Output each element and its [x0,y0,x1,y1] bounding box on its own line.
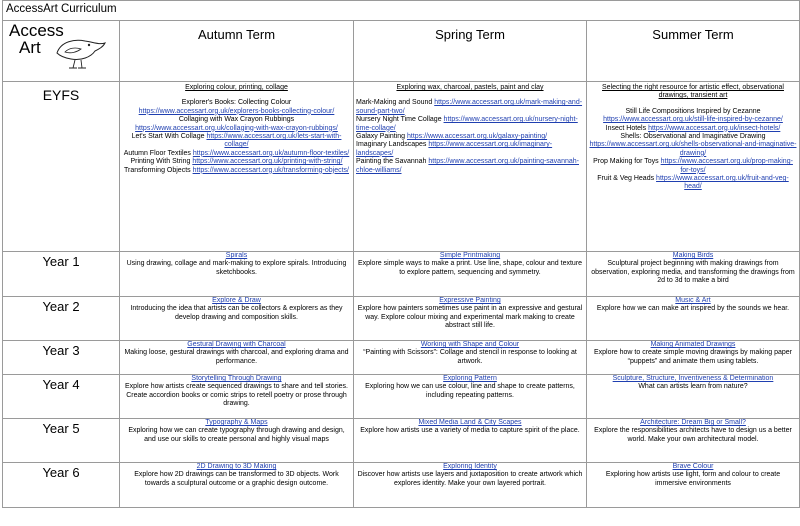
year-row [3,341,800,375]
eyfs-activity-item [122,150,351,158]
unit-description: Making loose, gestural drawings with charcoal, and exploring drama and performance. [124,349,349,365]
activity-link[interactable]: https://www.accessart.org.uk/collaging-with-wax-crayon-rubbings/ [135,124,338,132]
unit-cell-spring [354,297,587,341]
unit-description: Explore how we can make art inspired by the sounds we hear. [596,305,790,313]
logo-text-access: Access [9,21,64,40]
activity-name: Transforming Objects [123,166,191,174]
unit-cell-spring [354,252,587,297]
activity-name: Fruit & Veg Heads [597,175,655,183]
unit-description: Explore simple ways to make a print. Use line, shape, colour and texture to explore pattern, sequencing and symmetry. [357,260,583,276]
unit-title-link[interactable]: Storytelling Through Drawing [191,375,282,382]
bird-icon [51,31,111,71]
activity-link[interactable]: https://www.accessart.org.uk/explorers-books-collecting-colour/ [138,107,335,115]
eyfs-activity-item [589,125,797,133]
unit-description: Explore how artists use a variety of media to capture spirit of the place. [360,427,580,435]
unit-cell-summer [587,375,800,419]
unit-cell-autumn [120,419,354,463]
eyfs-activity-item [122,133,351,150]
year-row [3,252,800,297]
eyfs-activity-item [589,133,797,158]
unit-title-link[interactable]: Gestural Drawing with Charcoal [187,341,286,348]
unit-title-link[interactable]: Making Birds [672,252,714,259]
unit-cell-summer [587,463,800,508]
activity-name: Collaging with Wax Crayon Rubbings [178,116,295,124]
row-label-year: Year 6 [3,463,120,508]
unit-description: Exploring how we can create typography through drawing and design, and use our skills to create personal and highly visual maps [128,427,345,443]
activity-name: Insect Hotels [605,124,647,132]
activity-link[interactable]: https://www.accessart.org.uk/printing-with-string/ [192,158,343,166]
year-rows [3,252,800,508]
activity-link[interactable]: https://www.accessart.org.uk/transforming-objects/ [192,166,349,174]
unit-title-link[interactable]: Working with Shape and Colour [420,341,520,348]
activity-name: Nursery Night Time Collage [356,116,442,124]
activity-link[interactable]: https://www.accessart.org.uk/shells-observational-and-imaginative-drawing/ [589,141,797,157]
unit-description: Using drawing, collage and mark-making to explore spirals. Introducing sketchbooks. [126,260,347,276]
logo-text-art: Art [19,38,41,57]
unit-title-link[interactable]: Sculpture, Structure, Inventiveness & Determination [612,375,774,382]
activity-name: Explorer's Books: Collecting Colour [181,99,292,107]
eyfs-autumn-cell [120,82,354,252]
activity-name: Autumn Floor Textiles [123,149,191,157]
activity-name: Shells: Observational and Imaginative Drawing [620,133,766,141]
activity-name: Still Life Compositions Inspired by Cezanne [625,107,761,115]
unit-description: Exploring how artists use light, form and colour to create immersive environments [605,471,781,487]
unit-cell-autumn [120,297,354,341]
unit-description: Introducing the idea that artists can be collectors & explorers as they develop drawing and composition skills. [130,305,343,321]
eyfs-activity-item [589,175,797,192]
unit-title-link[interactable]: 2D Drawing to 3D Making [196,463,277,470]
activity-name: Prop Making for Toys [593,158,659,166]
unit-description: “Painting with Scissors”: Collage and stencil in response to looking at artwork. [363,349,577,365]
unit-description: Exploring how we can use colour, line and shape to create patterns, including repeating patterns. [365,383,575,399]
activity-name: Galaxy Painting [356,133,406,141]
unit-description: What can artists learn from nature? [638,383,748,391]
unit-cell-autumn [120,252,354,297]
unit-description: Explore how painters sometimes use paint in an expressive and gestural way. Explore colour mixing and experimental mark making to create abstract still life. [357,305,583,330]
row-label-year: Year 3 [3,341,120,375]
year-row [3,375,800,419]
unit-description: Explore how to create simple moving drawings by making paper “puppets” and animate them using tablets. [593,349,793,365]
unit-description: Sculptural project beginning with making drawings from observation, exploring media, and transforming the drawings from 2d to 3d to make a bird [591,260,795,285]
activity-link[interactable]: https://www.accessart.org.uk/mark-making-and-sound-part-two/ [356,99,583,115]
unit-title-link[interactable]: Typography & Maps [205,419,268,426]
unit-cell-summer [587,297,800,341]
unit-title-link[interactable]: Expressive Painting [439,297,501,304]
row-label-year: Year 1 [3,252,120,297]
activity-name: Let's Start With Collage [131,133,205,141]
unit-title-link[interactable]: Architecture: Dream Big or Small? [640,419,746,426]
curriculum-table [2,0,800,508]
eyfs-activity-item [356,133,584,141]
unit-description: Discover how artists use layers and juxtaposition to create artwork which explores identity. Make your own layered portrait. [357,471,583,487]
activity-link[interactable]: https://www.accessart.org.uk/insect-hotels/ [648,124,781,132]
unit-title-link[interactable]: Mixed Media Land & City Scapes [418,419,522,426]
accessart-logo [5,21,117,75]
row-label-eyfs: EYFS [3,82,120,252]
activity-name: Mark-Making and Sound [356,99,433,107]
eyfs-activity-item [356,141,584,158]
unit-cell-autumn [120,375,354,419]
unit-cell-autumn [120,463,354,508]
unit-description: Explore the responsibilities architects have to design us a better world. Make your own architectural model. [594,427,792,443]
activity-name: Imaginary Landscapes [356,141,427,149]
eyfs-spring-list [356,99,584,175]
activity-name: Painting the Savannah [356,158,427,166]
unit-description: Explore how 2D drawings can be transformed to 3D objects. Work towards a sculptural outcome or a graphic design outcome. [134,471,339,487]
row-label-year: Year 4 [3,375,120,419]
unit-cell-spring [354,463,587,508]
activity-link[interactable]: https://www.accessart.org.uk/lets-start-with-collage/ [206,133,342,149]
unit-title-link[interactable]: Exploring Identity [443,463,497,470]
year-row [3,419,800,463]
eyfs-spring-heading: Exploring wax, charcoal, pastels, paint and clay [396,84,544,91]
eyfs-activity-item [356,158,584,175]
activity-link[interactable]: https://www.accessart.org.uk/painting-savannah-chloe-williams/ [356,158,579,174]
unit-title-link[interactable]: Spirals [225,252,248,259]
activity-link[interactable]: https://www.accessart.org.uk/imaginary-landscapes/ [356,141,553,157]
eyfs-activity-item [356,99,584,116]
unit-cell-summer [587,419,800,463]
eyfs-activity-item [122,99,351,116]
unit-title-link[interactable]: Making Animated Drawings [650,341,736,348]
activity-link[interactable]: https://www.accessart.org.uk/still-life-inspired-by-cezanne/ [603,116,783,124]
eyfs-activity-item [589,158,797,175]
unit-cell-summer [587,341,800,375]
eyfs-activity-item [122,167,351,175]
logo-cell [3,21,120,82]
eyfs-spring-cell [354,82,587,252]
row-label-year: Year 5 [3,419,120,463]
activity-link[interactable]: https://www.accessart.org.uk/nursery-night-time-collage/ [356,116,578,132]
unit-cell-autumn [120,341,354,375]
unit-description: Explore how artists create sequenced drawings to share and tell stories. Create accordion books or comic strips to retell poetry or prose through drawing. [125,383,348,408]
unit-title-link[interactable]: Exploring Pattern [443,375,497,382]
eyfs-activity-item [356,116,584,133]
year-row [3,463,800,508]
unit-title-link[interactable]: Simple Printmaking [439,252,501,259]
term-header-spring: Spring Term [354,21,587,82]
term-header-summer: Summer Term [587,21,800,82]
activity-name: Printing With String [130,158,191,166]
unit-title-link[interactable]: Explore & Draw [212,297,261,304]
row-label-year: Year 2 [3,297,120,341]
year-row [3,297,800,341]
eyfs-autumn-list [122,99,351,175]
activity-link[interactable]: https://www.accessart.org.uk/autumn-floor-textiles/ [192,149,350,157]
eyfs-summer-list [589,108,797,192]
eyfs-summer-cell [587,82,800,252]
activity-link[interactable]: https://www.accessart.org.uk/fruit-and-veg-head/ [656,175,789,191]
eyfs-activity-item [122,158,351,166]
unit-cell-summer [587,252,800,297]
document-title: AccessArt Curriculum [3,1,800,21]
unit-cell-spring [354,419,587,463]
eyfs-activity-item [589,108,797,125]
eyfs-activity-item [122,116,351,133]
activity-link[interactable]: https://www.accessart.org.uk/galaxy-painting/ [406,133,548,141]
unit-cell-spring [354,375,587,419]
unit-title-link[interactable]: Brave Colour [672,463,714,470]
eyfs-summer-heading: Selecting the right resource for artistic effect, observational drawings, transient art [602,84,784,100]
activity-link[interactable]: https://www.accessart.org.uk/prop-making-for-toys/ [660,158,793,174]
unit-title-link[interactable]: Music & Art [675,297,711,304]
eyfs-autumn-heading: Exploring colour, printing, collage [185,84,288,91]
term-header-autumn: Autumn Term [120,21,354,82]
unit-cell-spring [354,341,587,375]
